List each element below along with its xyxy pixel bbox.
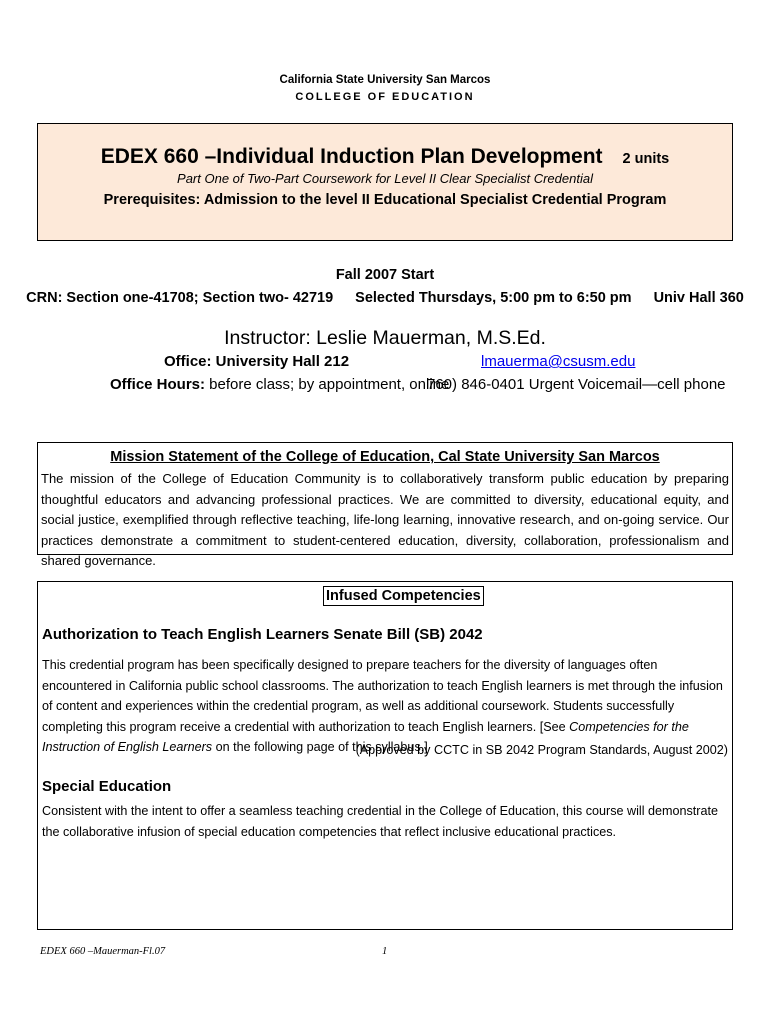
competencies-title: Infused Competencies <box>323 586 484 606</box>
mission-text: The mission of the College of Education Community is to collaboratively transform public education by preparing thoughtful educators and advancing professional practices. We are committed to diversity, educational equity, and social justice, exemplified through reflective teaching, life-long learning, innovative research, and on-going service. Our practices demonstrate a commitment to student-centered education, diversity, collaboration, professionalism and shared governance. <box>41 471 729 568</box>
room: Univ Hall 360 <box>653 290 744 306</box>
course-title-box <box>37 123 733 241</box>
mission-statement-box <box>37 442 733 568</box>
university-name: California State University San Marcos <box>279 74 491 86</box>
sb2042-heading: Authorization to Teach English Learners Senate Bill (SB) 2042 <box>42 626 483 643</box>
course-title-text: EDEX 660 –Individual Induction Plan Development <box>100 145 603 168</box>
term: Fall 2007 Start <box>335 267 435 283</box>
office-location: Office: University Hall 212 <box>164 353 350 370</box>
course-units: 2 units <box>622 151 670 167</box>
page-number: 1 <box>382 946 388 957</box>
mission-title: Mission Statement of the College of Education, Cal State University San Marcos <box>110 449 660 465</box>
sb2042-approval-note: (Approved by CCTC in SB 2042 Program Standards, August 2002) <box>355 743 728 757</box>
instructor-phone: 760) 846-0401 Urgent Voicemail—cell phone <box>427 376 726 393</box>
meeting-time: Selected Thursdays, 5:00 pm to 6:50 pm <box>355 290 632 306</box>
crn: CRN: Section one-41708; Section two- 42719 <box>26 290 334 306</box>
sb2042-competencies-reference: Competencies for the Instruction of English Learners <box>42 719 689 754</box>
office-hours-label: Office Hours: <box>110 376 206 393</box>
instructor-name: Instructor: Leslie Mauerman, M.S.Ed. <box>224 327 546 349</box>
special-education-text: Consistent with the intent to offer a seamless teaching credential in the College of Education, this course will demonstrate the collaborative infusion of special education competencies that reflect inclusive educational practices. <box>42 804 719 839</box>
sb2042-text-part: This credential program has been specifically designed to prepare teachers for the diversity of languages often encountered in California public school classrooms. The authorization to teach English learners is met through the infusion of content and experiences within the credential program, as well as additional coursework. Students successfully completing this program receive a credential with authorization to teach English learners. [See <box>42 658 723 734</box>
instructor-email-link[interactable]: lmauerma@csusm.edu <box>481 353 636 370</box>
schedule-line <box>0 290 770 306</box>
course-title <box>38 145 732 169</box>
prerequisites: Prerequisites: Admission to the level II Educational Specialist Credential Program <box>103 192 667 208</box>
special-education-heading: Special Education <box>42 778 172 795</box>
college-name: COLLEGE OF EDUCATION <box>295 91 475 103</box>
competencies-box <box>37 581 733 930</box>
office-hours <box>110 376 449 393</box>
sb2042-text-end: on the following page of this syllabus.] <box>212 740 428 754</box>
footer-course-code: EDEX 660 –Mauerman-Fl.07 <box>40 946 166 957</box>
office-hours-text: before class; by appointment, online <box>205 376 450 393</box>
course-subtitle: Part One of Two-Part Coursework for Level II Clear Specialist Credential <box>177 171 593 186</box>
